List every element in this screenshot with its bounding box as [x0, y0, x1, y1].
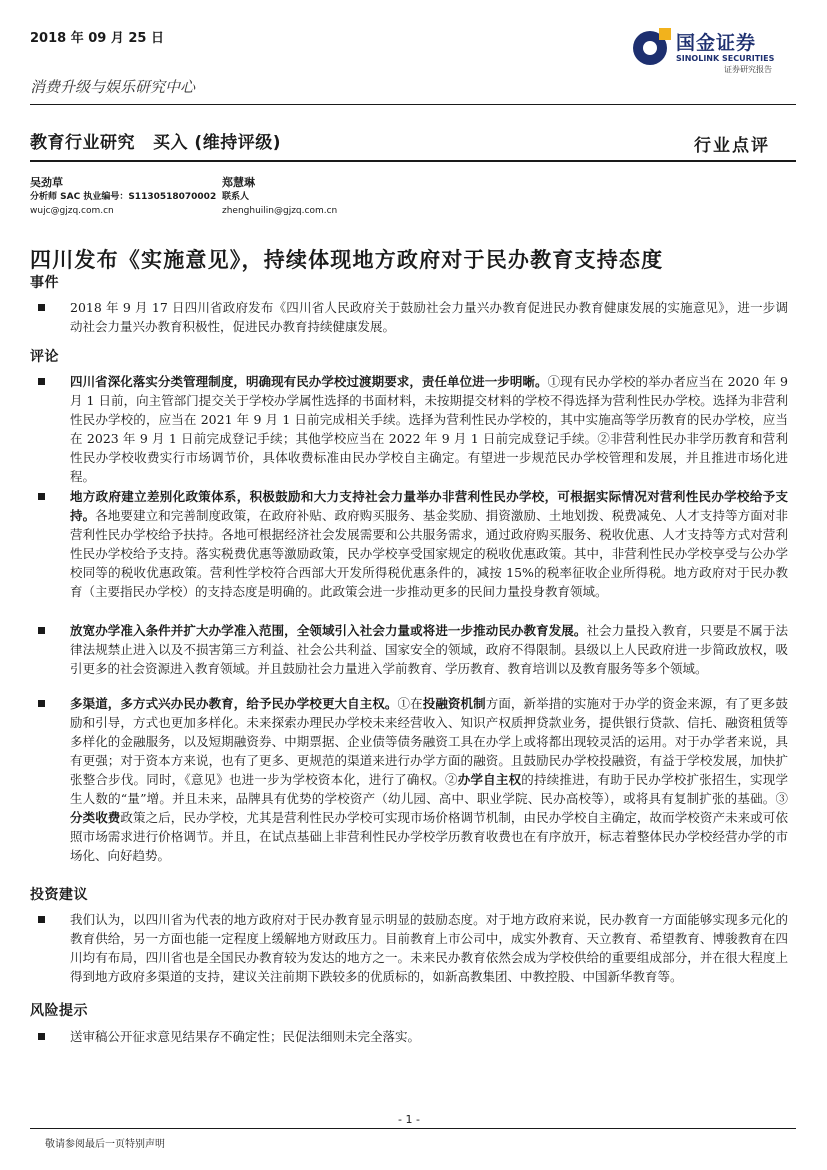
comment-3-heading: 放宽办学准入条件并扩大办学准入范围，全领域引入社会力量或将进一步推动民办教育发展。 [70, 623, 587, 638]
bullet-icon [38, 916, 45, 923]
comment-2-body: 各地要建立和完善制度政策，在政府补贴、政府购买服务、基金奖励、捐资激励、土地划拨、税费减免、人才支持等方面对非营利性民办学校给予扶持。各地可根据经济社会发展需要和公共服务需求，通过政府购买服务、税收优惠、人才支持等方式对营利性民办学校给予支持。落实税费优惠等激励政策，民办学校享受国家规定的税收优惠政策。其中，非营利性民办学校享受与公办学校同等的税收优惠政策。营利性学校符合西部大开发所得税优惠条件的，减按 15%的税率征收企业所得税。地方政府对于民办教育（主要指民办学校）的支持态度是明确的。此政策会进一步推动更多的民间力量投身教育领域。 [70, 508, 788, 599]
report-headline: 四川发布《实施意见》，持续体现地方政府对于民办教育支持态度 [30, 247, 664, 272]
contact-email[interactable]: zhenghuilin@gjzq.com.cn [222, 206, 338, 216]
contact-role: 联系人 [222, 192, 250, 202]
logo-mark-icon [630, 26, 674, 70]
title-divider [30, 160, 796, 162]
comment-2-heading: 地方政府建立差别化政策体系，积极鼓励和大力支持社会力量举办非营利性民办学校，可根据实际情况对营利性民办学校给予支持。 [70, 489, 788, 523]
comment-4-keyword-fees: 分类收费 [70, 810, 121, 825]
analyst-name: 吴劲草 [30, 176, 63, 189]
comment-4-part-a: ①在 [397, 696, 423, 711]
risk-text: 送审稿公开征求意见结果存不确定性；民促法细则未完全落实。 [70, 1029, 421, 1044]
event-paragraph [38, 298, 788, 336]
event-text: 2018 年 9 月 17 日四川省政府发布《四川省人民政府关于鼓励社会力量兴办教育促进民办教育健康发展的实施意见》，进一步调动社会力量兴办教育积极性，促进民办教育持续健康发展。 [70, 300, 788, 334]
bullet-icon [38, 304, 45, 311]
section-title-risk: 风险提示 [30, 1003, 88, 1019]
comment-4-keyword-autonomy: 办学自主权 [457, 772, 522, 787]
bullet-icon [38, 627, 45, 634]
comment-paragraph-4 [38, 694, 788, 865]
logo-chinese: 国金证券 [676, 32, 757, 54]
advice-text: 我们认为，以四川省为代表的地方政府对于民办教育显示明显的鼓励态度。对于地方政府来说，民办教育一方面能够实现多元化的教育供给，另一方面也能一定程度上缓解地方财政压力。目前教育上市公司中，成实外教育、天立教育、希望教育、博骏教育在四川均有布局，四川省也是全国民办教育较为发达的地方之一。未来民办教育依然会成为学校供给的重要组成部分，并在很大程度上得到地方政府多渠道的支持，建议关注前期下跌较多的优质标的，如新高教集团、中教控股、中国新华教育等。 [70, 912, 788, 984]
section-title-event: 事件 [30, 275, 59, 291]
header-divider [30, 104, 796, 105]
company-logo [630, 24, 800, 76]
comment-paragraph-2 [38, 487, 788, 601]
contact-card [222, 176, 337, 218]
comment-4-heading: 多渠道，多方式兴办民办教育，给予民办学校更大自主权。 [70, 696, 398, 711]
logo-english: SINOLINK SECURITIES [676, 54, 775, 63]
analyst-email[interactable]: wujc@gjzq.com.cn [30, 206, 114, 216]
disclaimer-note: 敬请参阅最后一页特别声明 [45, 1139, 165, 1150]
comment-paragraph-3 [38, 621, 788, 678]
bullet-icon [38, 378, 45, 385]
doc-type: 行业点评 [694, 136, 770, 156]
analyst-card [30, 176, 216, 218]
report-date: 2018 年 09 月 25 日 [30, 31, 164, 46]
industry-label: 教育行业研究 [30, 133, 135, 153]
footer-divider [30, 1128, 796, 1129]
comment-4-part-c: 方面，新举措的实施对于办学的资金来源，有了更多鼓励和引导，方式也更加多样化。未来探索办理民办学校未来经营收入、知识产权质押贷款业务，提供银行贷款、信托、融资租赁等多样化的金融服务，以及短期融资券、中期票据、企业债等债务融资工具在办学上或将都出现较灵活的运用。对于办学者来说，具有更强；对于资本方来说，也有了更多、更规范的渠道来进行办学方面的融资。且鼓励民办学校投融资，有益于学校发展，加快扩张整合步伐。同时，《意见》也进一步为学校资本化，进行了确权。② [70, 696, 788, 787]
bullet-icon [38, 1033, 45, 1040]
comment-1-body: ①现有民办学校的举办者应当在 2020 年 9 月 1 日前，向主管部门提交关于学校办学属性选择的书面材料，未按期提交材料的学校不得选择为营利性民办学校。选择为非营利性民办学校的，应当在 2021 年 9 月 1 日前完成相关手续。选择为营利性民办学校的，其中实施高等学历教育的民办学校，应当在 2023 年 9 月 1 日前完成登记手续；其他学校应当在 2022 年 9 月 1 日前完成登记手续。②非营利性民办非学历教育和营利性民办学校收费实行市场调节价，具体收费标准由民办学校自主确定。有望进一步规范民办学校管理和发展，并且推进市场化进程。 [70, 374, 788, 484]
advice-paragraph [38, 910, 788, 986]
risk-paragraph [38, 1027, 788, 1046]
bullet-icon [38, 493, 45, 500]
bullet-icon [38, 700, 45, 707]
comment-4-part-e: 的持续推进，有助于民办学校扩张招生，实现学生人数的“量”增。并且未来，品牌具有优势的学校资产（幼儿园、高中、职业学院、民办高校等），或将具有复制扩张的基础。③ [70, 772, 788, 806]
contact-name: 郑慧琳 [222, 176, 255, 189]
section-title-advice: 投资建议 [30, 887, 88, 903]
rating-label: 买入 (维持评级) [153, 133, 281, 153]
section-title-comment: 评论 [30, 349, 59, 365]
analyst-role: 分析师 SAC 执业编号：S1130518070002 [30, 192, 217, 202]
research-center: 消费升级与娱乐研究中心 [30, 78, 196, 96]
comment-4-part-g: 政策之后，民办学校，尤其是营利性民办学校可实现市场价格调节机制，由民办学校自主确定，故而学校资产未来或可依照市场需求进行价格调节。并且，在试点基础上非营利性民办学校学历教育收费也在有序放开，标志着整体民办学校经营办学的市场化、向好趋势。 [70, 810, 788, 863]
comment-4-keyword-financing: 投融资机制 [422, 696, 486, 711]
title-bar [30, 128, 299, 153]
comment-3-body: 社会力量投入教育，只要是不属于法律法规禁止进入以及不损害第三方利益、社会公共利益、国家安全的领域，政府不得限制。县级以上人民政府进一步简政放权，吸引更多的社会资源进入教育领域。并且鼓励社会力量进入学前教育、学历教育、教育培训以及教育服务等多个领域。 [70, 623, 788, 676]
report-label: 证券研究报告 [724, 65, 772, 74]
comment-1-heading: 四川省深化落实分类管理制度，明确现有民办学校过渡期要求，责任单位进一步明晰。 [70, 374, 548, 389]
page-number: - 1 - [398, 1113, 420, 1126]
comment-paragraph-1 [38, 372, 788, 486]
